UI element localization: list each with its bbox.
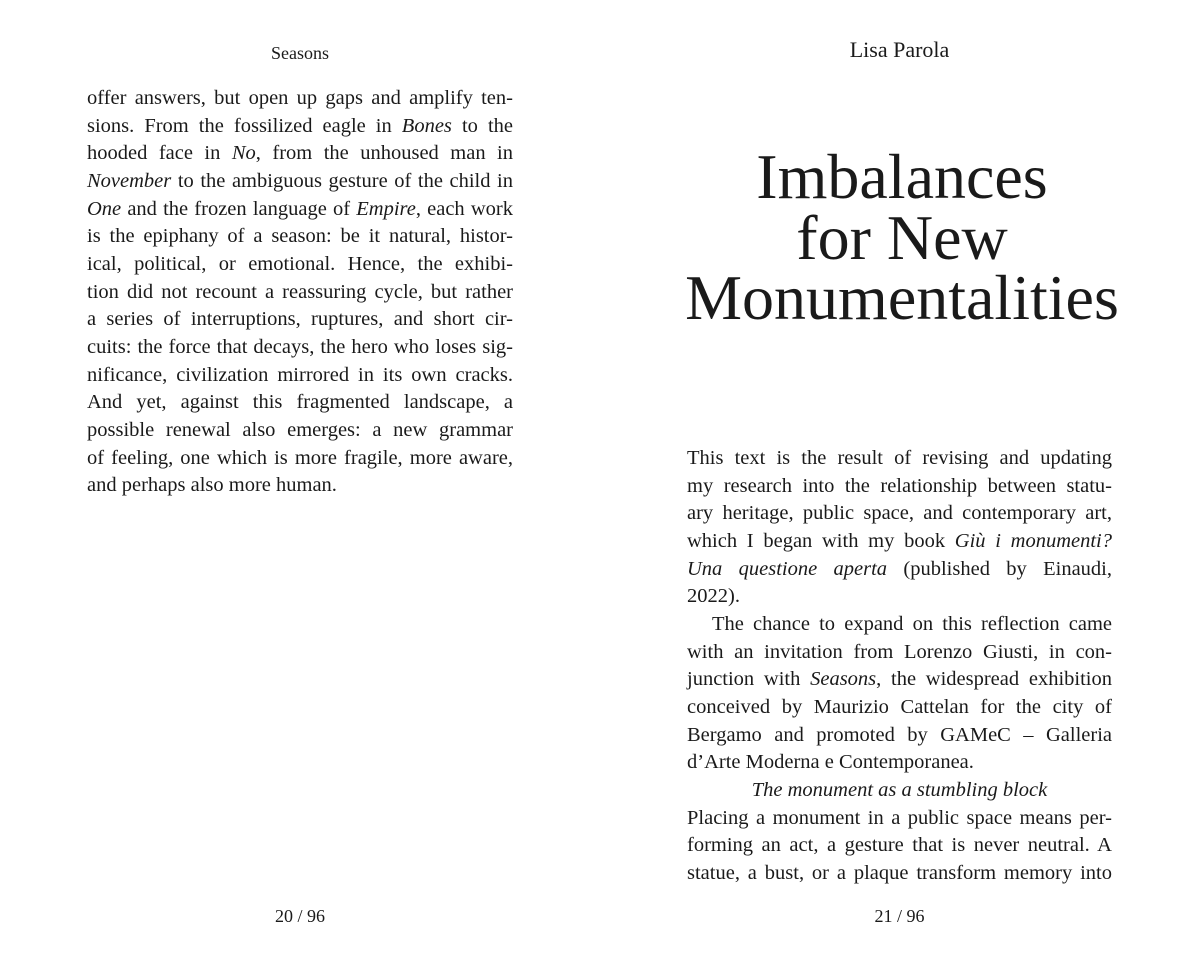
text-line: my research into the relationship between statu- bbox=[687, 474, 1112, 497]
right-page-body bbox=[687, 445, 1112, 777]
text-line: d’Arte Moderna e Contemporanea. bbox=[687, 751, 974, 774]
text-line: forming an act, a gesture that is never neutral. A bbox=[687, 834, 1112, 857]
section-subheading: The monument as a stumbling block bbox=[751, 779, 1048, 801]
text-line: hooded face in No, from the unhoused man in bbox=[87, 142, 513, 165]
left-page-body bbox=[87, 85, 513, 500]
text-line: One and the frozen language of Empire, each work bbox=[87, 197, 513, 220]
text-line: with an invitation from Lorenzo Giusti, in con- bbox=[687, 640, 1112, 663]
text-line: statue, a bust, or a plaque transform memory into bbox=[687, 861, 1112, 884]
text-line: is the epiphany of a season: be it natural, histor- bbox=[87, 225, 513, 248]
text-line: ary heritage, public space, and contemporary art, bbox=[687, 502, 1112, 525]
text-line: cuits: the force that decays, the hero who loses sig- bbox=[87, 335, 513, 358]
text-line: which I began with my book Giù i monumenti? bbox=[687, 529, 1112, 552]
text-line: sions. From the fossilized eagle in Bones to the bbox=[87, 114, 513, 137]
text-line: Placing a monument in a public space means per- bbox=[687, 806, 1112, 829]
chapter-title-line-2: for New bbox=[796, 201, 1008, 273]
left-running-head: Seasons bbox=[271, 43, 329, 63]
text-line: And yet, against this fragmented landscape, a bbox=[87, 391, 513, 414]
right-page-body-2 bbox=[687, 805, 1112, 888]
text-line: of feeling, one which is more fragile, more aware, bbox=[87, 446, 513, 469]
text-line: nificance, civilization mirrored in its own cracks. bbox=[87, 363, 513, 386]
text-line: a series of interruptions, ruptures, and short cir- bbox=[87, 308, 513, 331]
text-line: The chance to expand on this reflection came bbox=[712, 612, 1112, 635]
text-line: This text is the result of revising and updating bbox=[687, 447, 1112, 469]
right-running-head: Lisa Parola bbox=[849, 37, 950, 62]
right-page-number: 21 / 96 bbox=[874, 906, 925, 926]
text-line: possible renewal also emerges: a new grammar bbox=[87, 418, 513, 441]
text-line: Una questione aperta (published by Einaudi, 2022). bbox=[687, 557, 1112, 608]
chapter-title-line-3: Monumentalities bbox=[685, 262, 1119, 333]
text-line: ical, political, or emotional. Hence, the exhibi- bbox=[87, 252, 513, 275]
text-line: conceived by Maurizio Cattelan for the city of bbox=[687, 695, 1112, 718]
chapter-title-line-1: Imbalances bbox=[756, 141, 1048, 212]
chapter-title bbox=[652, 141, 1152, 333]
text-line: junction with Seasons, the widespread exhibition bbox=[687, 668, 1112, 691]
text-line: November to the ambiguous gesture of the child in bbox=[87, 169, 513, 192]
text-line: offer answers, but open up gaps and amplify ten- bbox=[87, 87, 513, 109]
text-line: and perhaps also more human. bbox=[87, 474, 337, 497]
right-page-lower-section bbox=[687, 777, 1112, 888]
left-page-number: 20 / 96 bbox=[274, 906, 325, 926]
text-line: tion did not recount a reassuring cycle, but rather bbox=[87, 280, 513, 303]
text-line: Bergamo and promoted by GAMeC – Galleria bbox=[687, 723, 1112, 746]
